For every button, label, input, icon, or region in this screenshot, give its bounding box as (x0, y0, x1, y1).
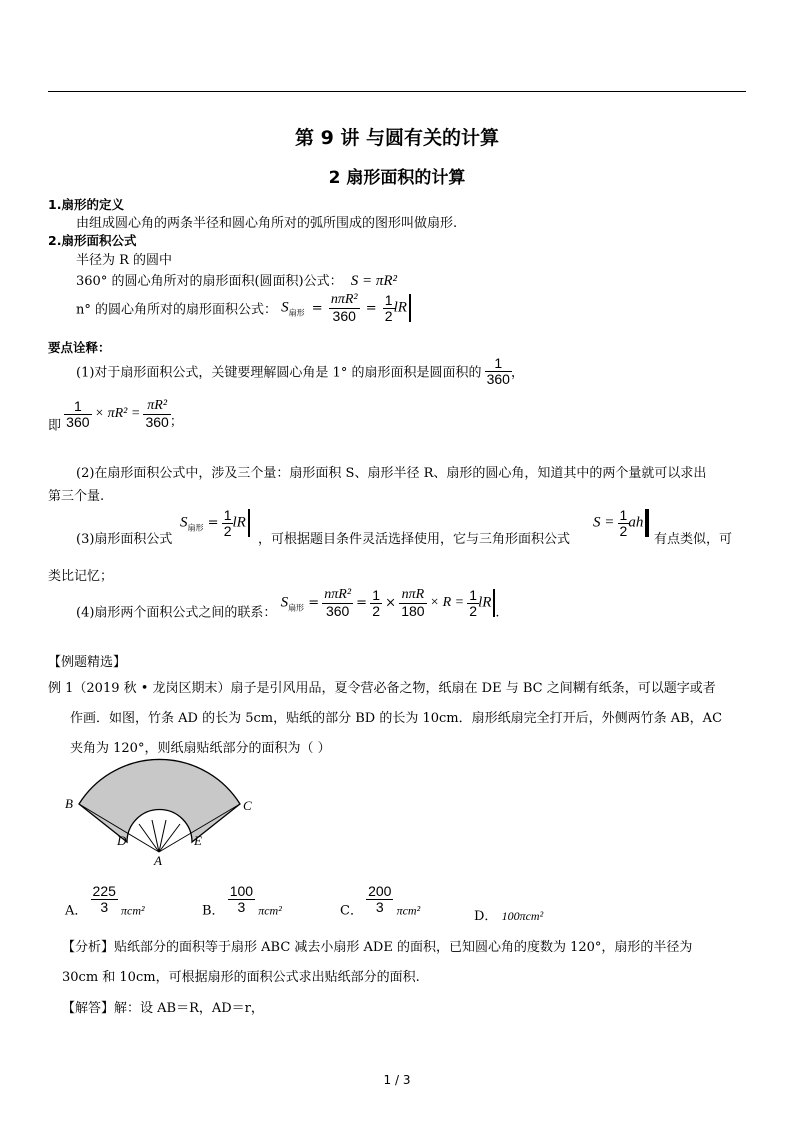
kp1-num: 1 (494, 355, 503, 371)
kp1b-frac2 (144, 399, 169, 429)
option-d[interactable] (474, 905, 543, 924)
option-a-label: A． (65, 903, 88, 919)
key-point-1-equation (48, 399, 183, 434)
frac2-num: 1 (384, 292, 393, 308)
kp1b-den2: 360 (145, 413, 169, 430)
option-c[interactable] (340, 884, 420, 919)
option-b-label: B． (202, 903, 225, 919)
kp3-triangle-formula (593, 508, 649, 538)
kp3-tail: lR (232, 514, 246, 531)
answer-line: 【解答】解：设 AB＝R，AD＝r， (62, 1001, 264, 1016)
section-2-line3 (76, 293, 411, 323)
option-b[interactable] (202, 884, 282, 919)
kp1b-num2: πR² (147, 398, 168, 413)
kp4-text: (4)扇形两个面积公式之间的联系： (76, 605, 277, 621)
kp3-text-a: (3)扇形面积公式 (76, 532, 173, 547)
page-title: 第 9 讲 与圆有关的计算 (294, 127, 500, 149)
kp3-sub: 扇形 (187, 523, 204, 533)
kp4-frac4 (468, 588, 478, 618)
kp4-num4: 1 (469, 587, 478, 603)
kp4-xr: × R = (429, 595, 465, 611)
key-point-2-line2: 第三个量. (48, 489, 105, 504)
kp3-frac (223, 508, 233, 538)
kp1-den: 360 (486, 370, 510, 387)
option-d-unit: 100πcm² (501, 909, 544, 923)
analysis-line2: 30cm 和 10cm，可根据扇形的面积公式求出贴纸部分的面积. (62, 970, 420, 985)
kp3-text-b: ，可根据题目条件灵活选择使用，它与三角形面积公式 (258, 532, 571, 547)
label-C: C (243, 798, 252, 813)
kp4-end: . (495, 605, 500, 621)
fan-figure (60, 758, 270, 868)
circle-area-formula: S = πR² (350, 273, 398, 289)
key-point-1-text: (1)对于扇形面积公式，关键要理解圆心角是 1° 的扇形面积是圆面积的 (76, 365, 482, 381)
label-E: E (194, 833, 202, 848)
kp3-num: 1 (223, 507, 232, 523)
option-c-unit: πcm² (396, 903, 421, 918)
option-a-num: 225 (92, 883, 116, 899)
kp4-eq: = (308, 595, 320, 611)
frac1-den: 360 (332, 307, 356, 324)
option-c-num: 200 (368, 883, 392, 899)
kp3-den: 2 (223, 522, 232, 539)
kp1b-den1: 360 (66, 413, 90, 430)
kp4-num3: nπR (401, 587, 425, 602)
option-d-label: D． (474, 909, 498, 924)
kp1-comma: ， (510, 365, 524, 381)
kp4-den2: 2 (372, 602, 380, 619)
option-a[interactable] (65, 884, 145, 919)
kp3-tri-frac (619, 508, 629, 538)
key-point-3-end: 类比记忆； (48, 569, 114, 584)
kp4-sub: 扇形 (288, 603, 305, 613)
key-point-1-frac (486, 356, 511, 386)
label-A: A (154, 853, 162, 868)
fan-paper-region (79, 759, 240, 842)
option-a-unit: πcm² (121, 903, 145, 918)
sector-formula-s: S (281, 299, 289, 316)
sector-formula-eq2: = (365, 300, 377, 316)
sector-formula-frac2 (384, 293, 394, 323)
kp4-den4: 2 (469, 602, 478, 619)
key-point-4 (76, 588, 500, 621)
key-points-heading: 要点诠释： (48, 340, 111, 355)
kp1b-num1: 1 (73, 398, 82, 414)
key-point-2-line1: (2)在扇形面积公式中，涉及三个量：扇形面积 S、扇形半径 R、扇形的圆心角，知道其中的两个量就可以求出 (76, 466, 707, 481)
kp4-frac2 (371, 588, 381, 618)
examples-heading: 【例题精选】 (48, 655, 127, 670)
sector-formula-eq: = (311, 300, 323, 316)
example-1-line3: 夹角为 120°，则纸扇贴纸部分的面积为（ ） (70, 741, 331, 756)
kp4-num1: nπR² (324, 587, 352, 602)
kp4-times: × (385, 595, 397, 611)
option-b-unit: πcm² (258, 903, 282, 918)
header-rule (48, 91, 746, 92)
kp4-den3: 180 (401, 602, 425, 619)
sector-formula-sub: 扇形 (288, 308, 305, 318)
section-2-line3-text: n° 的圆心角所对的扇形面积公式： (76, 302, 278, 318)
kp4-frac3 (400, 588, 425, 618)
option-a-frac (92, 884, 117, 914)
option-c-frac (367, 884, 392, 914)
frac2-den: 2 (384, 307, 393, 324)
page-number: 1 / 3 (383, 1073, 411, 1087)
kp3-s: S (180, 514, 188, 531)
section-2-line1: 半径为 R 的圆中 (76, 253, 173, 268)
page-subtitle: 2 扇形面积的计算 (328, 168, 466, 188)
kp4-s: S (280, 594, 289, 611)
kp1b-prefix: 即 (48, 418, 62, 434)
label-B: B (65, 796, 73, 811)
option-b-den: 3 (237, 898, 246, 915)
kp4-num2: 1 (372, 587, 380, 603)
kp3-eq: = (207, 515, 219, 531)
option-c-den: 3 (375, 898, 384, 915)
kp3-tri-den: 2 (619, 522, 628, 539)
sector-formula-frac1 (330, 293, 359, 323)
kp1b-end: ； (169, 414, 183, 430)
example-1-line2: 作画．如图，竹条 AD 的长为 5cm，贴纸的部分 BD 的长为 10cm．扇形纸扇完全打开后，外侧两竹条 AB，AC (70, 711, 723, 726)
option-b-frac (229, 884, 254, 914)
option-c-label: C． (340, 903, 363, 919)
example-1-line1: 例 1（2019 秋 • 龙岗区期末）扇子是引风用品，夏令营必备之物，纸扇在 DE 与 BC 之间糊有纸条，可以题字或者 (48, 681, 716, 696)
kp1b-frac1 (65, 399, 90, 429)
section-2-line2-text: 360° 的圆心角所对的扇形面积(圆面积)公式： (76, 274, 343, 289)
kp3-text-c: 有点类似，可 (654, 532, 733, 547)
kp3-tri-tail: ah (628, 514, 644, 531)
label-D: D (117, 833, 127, 848)
kp4-eq2: = (356, 595, 368, 611)
section-2-line2 (76, 270, 397, 290)
option-b-num: 100 (229, 883, 254, 899)
kp3-tri-num: 1 (619, 507, 628, 523)
key-point-1 (76, 356, 524, 386)
section-1-text: 由组成圆心角的两条半径和圆心角所对的弧所围成的图形叫做扇形. (76, 216, 458, 231)
kp3-formula (180, 508, 250, 538)
frac1-num: nπR² (330, 292, 358, 307)
section-2-heading: 2.扇形面积公式 (48, 233, 137, 248)
analysis-line1: 【分析】贴纸部分的面积等于扇形 ABC 减去小扇形 ADE 的面积，已知圆心角的度数为 120°，扇形的半径为 (62, 940, 693, 955)
kp4-tail: lR (478, 594, 492, 611)
option-a-den: 3 (100, 898, 109, 915)
kp1b-mid: × πR² = (94, 406, 141, 422)
kp4-frac1 (323, 588, 352, 618)
kp3-tri-s: S = (593, 514, 615, 531)
section-1-heading: 1.扇形的定义 (48, 197, 124, 212)
kp4-den1: 360 (325, 602, 350, 619)
sector-formula-tail: lR (393, 299, 407, 316)
